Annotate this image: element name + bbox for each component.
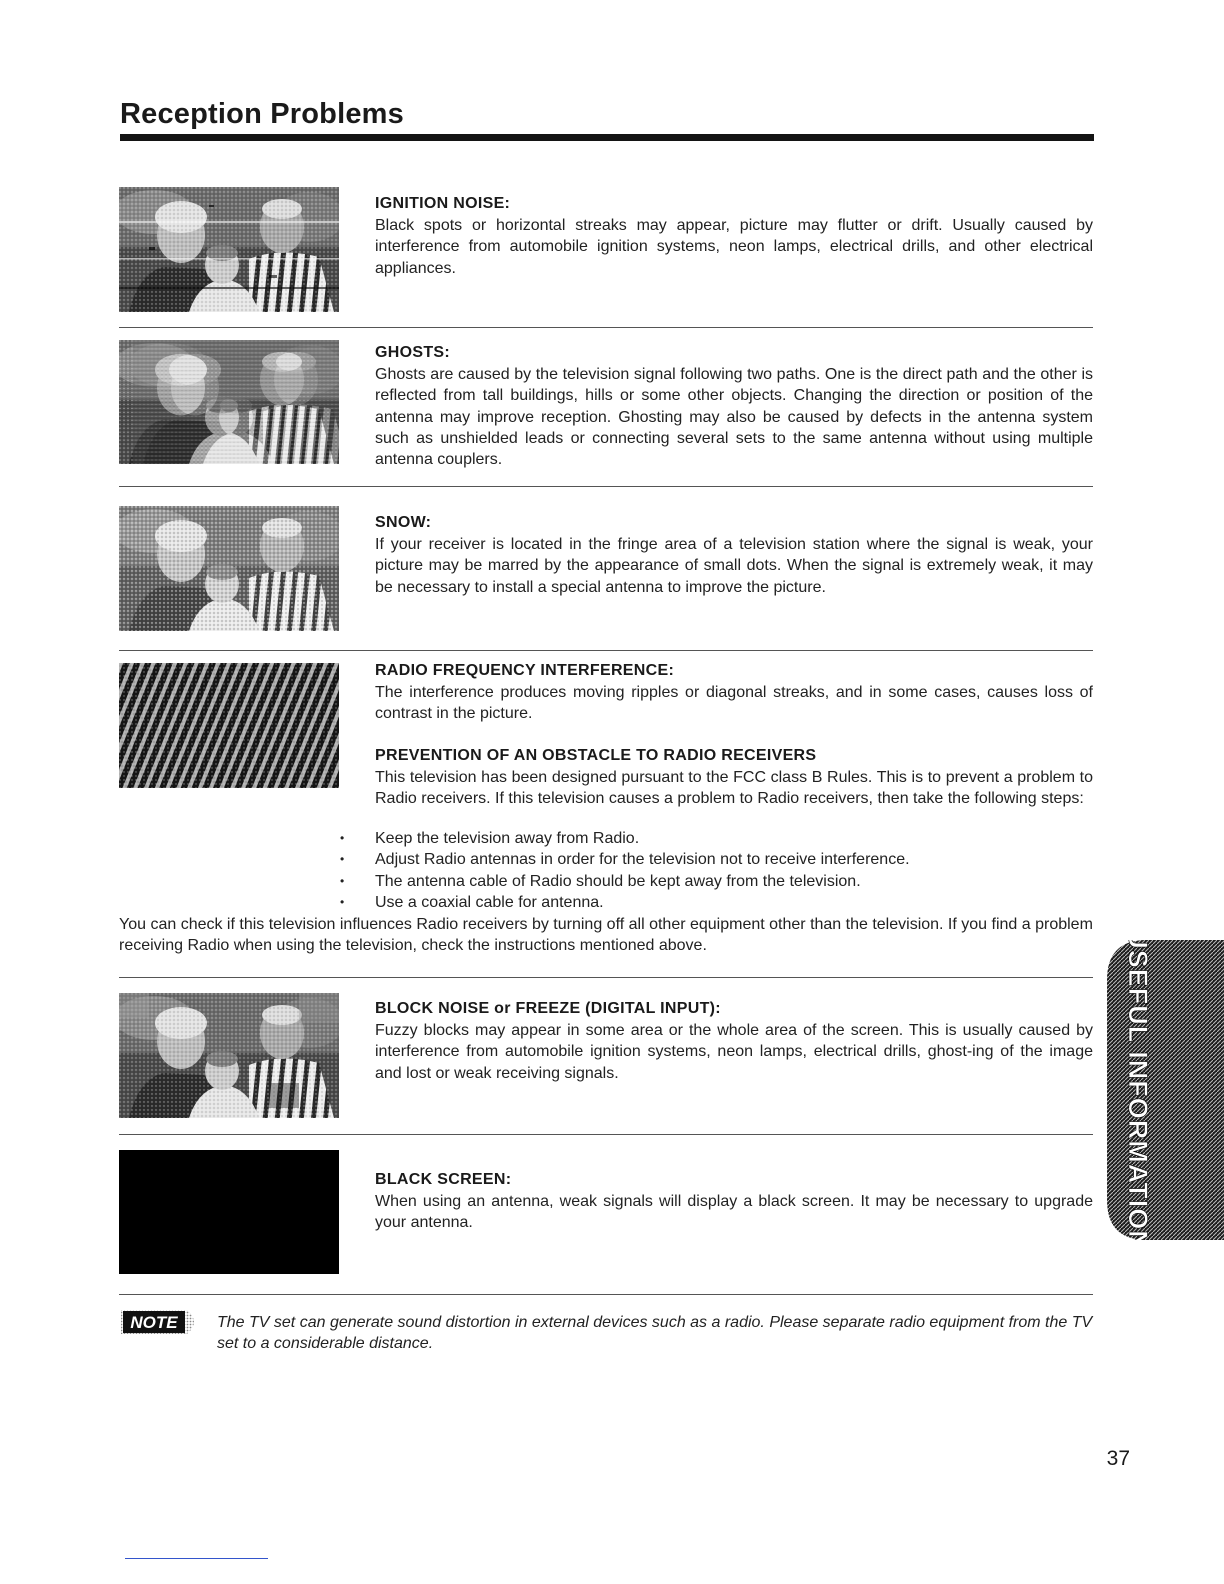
page-number: 37 — [1106, 1447, 1130, 1470]
section-divider — [119, 1134, 1093, 1135]
ignition-noise-section — [375, 193, 1093, 279]
useful-information-tab — [1097, 940, 1224, 1240]
snow-body: If your receiver is located in the fringe area of a television station where the signal is weak, your picture may be marred by the appearance of small dots. When the signal is extremely weak, it may be necessary to install a special antenna to improve the picture. — [375, 536, 1093, 596]
block-noise-heading: BLOCK NOISE or FREEZE (DIGITAL INPUT): — [375, 1000, 721, 1017]
prevention-steps-list — [340, 828, 1100, 913]
list-item: • Use a coaxial cable for antenna. — [340, 892, 1100, 913]
snow-section — [375, 512, 1093, 598]
rf-interference-image — [119, 663, 339, 788]
list-item: • The antenna cable of Radio should be kept away from the television. — [340, 871, 1100, 892]
page-title: Reception Problems — [120, 98, 404, 130]
section-divider — [119, 327, 1093, 328]
ignition-noise-heading: IGNITION NOISE: — [375, 195, 511, 212]
block-noise-body: Fuzzy blocks may appear in some area or the whole area of the screen. This is usually caused by interference from automobile ignition systems, neon lamps, electrical drills, ghost-ing of the image and lost or weak receiving signals. — [375, 1022, 1093, 1082]
ghosts-image — [119, 340, 339, 464]
prevention-heading: PREVENTION OF AN OBSTACLE TO RADIO RECEIVERS — [375, 747, 817, 764]
rf-interference-section — [375, 660, 1093, 725]
black-screen-heading: BLACK SCREEN: — [375, 1171, 512, 1188]
block-noise-section — [375, 998, 1093, 1084]
note-badge-label: NOTE — [130, 1313, 178, 1332]
radio-check-paragraph: You can check if this television influences Radio receivers by turning off all other equipment other than the television. If you find a problem receiving Radio when using the television, check the instructions mentioned above. — [119, 916, 1093, 955]
prevention-body: This television has been designed pursuant to the FCC class B Rules. This is to prevent a problem to Radio receivers. If this television causes a problem to Radio receivers, then take the following steps: — [375, 769, 1093, 808]
black-screen-section — [375, 1169, 1093, 1234]
ghosts-section — [375, 342, 1093, 470]
block-noise-image — [119, 993, 339, 1118]
footer-line — [125, 1558, 268, 1559]
side-tab-label: USEFUL INFORMATION — [1123, 940, 1153, 1240]
title-rule — [120, 134, 1094, 141]
note-text: The TV set can generate sound distortion in external devices such as a radio. Please separate radio equipment from the TV set to a considerable distance. — [217, 1314, 1093, 1353]
section-divider — [119, 486, 1093, 487]
rf-interference-body: The interference produces moving ripples or diagonal streaks, and in some cases, causes loss of contrast in the picture. — [375, 684, 1093, 723]
section-divider — [119, 650, 1093, 651]
rf-interference-heading: RADIO FREQUENCY INTERFERENCE: — [375, 662, 675, 679]
snow-heading: SNOW: — [375, 514, 432, 531]
ignition-noise-image — [119, 187, 339, 312]
prevention-section — [375, 745, 1093, 810]
section-divider — [119, 977, 1093, 978]
section-divider — [119, 1294, 1093, 1295]
list-item: • Keep the television away from Radio. — [340, 828, 1100, 849]
black-screen-image — [119, 1150, 339, 1274]
ignition-noise-body: Black spots or horizontal streaks may appear, picture may flutter or drift. Usually caused by interference from automobile ignition systems, neon lamps, electrical drills, and other electrical appliances. — [375, 217, 1093, 277]
ghosts-body: Ghosts are caused by the television signal following two paths. One is the direct path and the other is reflected from tall buildings, hills or some other objects. Changing the direction or position of the antenna may improve reception. Ghosting may also be caused by defects in the antenna system such as unshielded leads or connecting several sets to the same antenna without using multiple antenna couplers. — [375, 366, 1093, 469]
ghosts-heading: GHOSTS: — [375, 344, 450, 361]
black-screen-body: When using an antenna, weak signals will display a black screen. It may be necessary to upgrade your antenna. — [375, 1193, 1093, 1232]
note-badge — [117, 1308, 205, 1336]
snow-image — [119, 506, 339, 631]
list-item: • Adjust Radio antennas in order for the television not to receive interference. — [340, 849, 1100, 870]
